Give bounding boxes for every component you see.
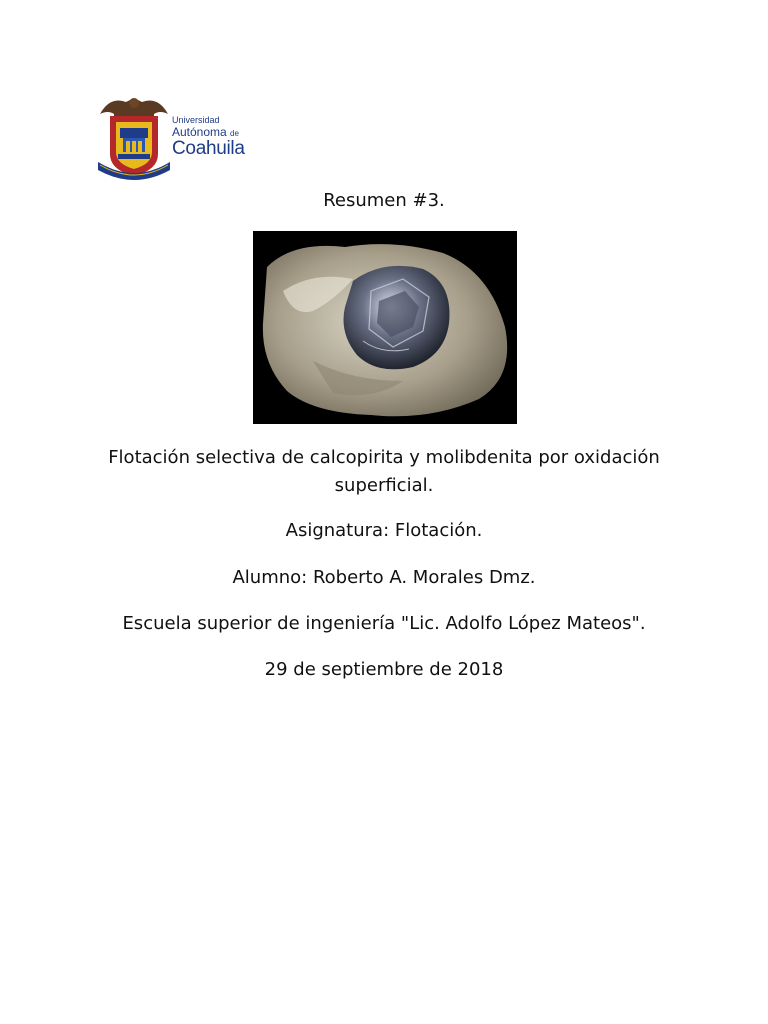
logo-line-autonoma [172, 126, 245, 138]
university-logo [96, 92, 246, 184]
university-crest-icon [96, 92, 172, 184]
logo-de: de [230, 129, 239, 138]
document-title: Flotación selectiva de calcopirita y molibdenita por oxidación superficial. [108, 447, 660, 496]
subject-line: Asignatura: Flotación. [285, 520, 483, 541]
student-line: Alumno: Roberto A. Morales Dmz. [232, 567, 536, 588]
mineral-photo [253, 231, 517, 424]
logo-autonoma: Autónoma [172, 125, 227, 139]
school-line: Escuela superior de ingeniería "Lic. Adolfo López Mateos". [122, 613, 646, 634]
molybdenite-rock-image [253, 231, 517, 424]
logo-line-coahuila: Coahuila [172, 138, 245, 159]
logo-line-universidad: Universidad [172, 115, 220, 125]
date-line: 29 de septiembre de 2018 [264, 659, 504, 680]
university-name [172, 116, 245, 158]
summary-number: Resumen #3. [323, 190, 445, 211]
